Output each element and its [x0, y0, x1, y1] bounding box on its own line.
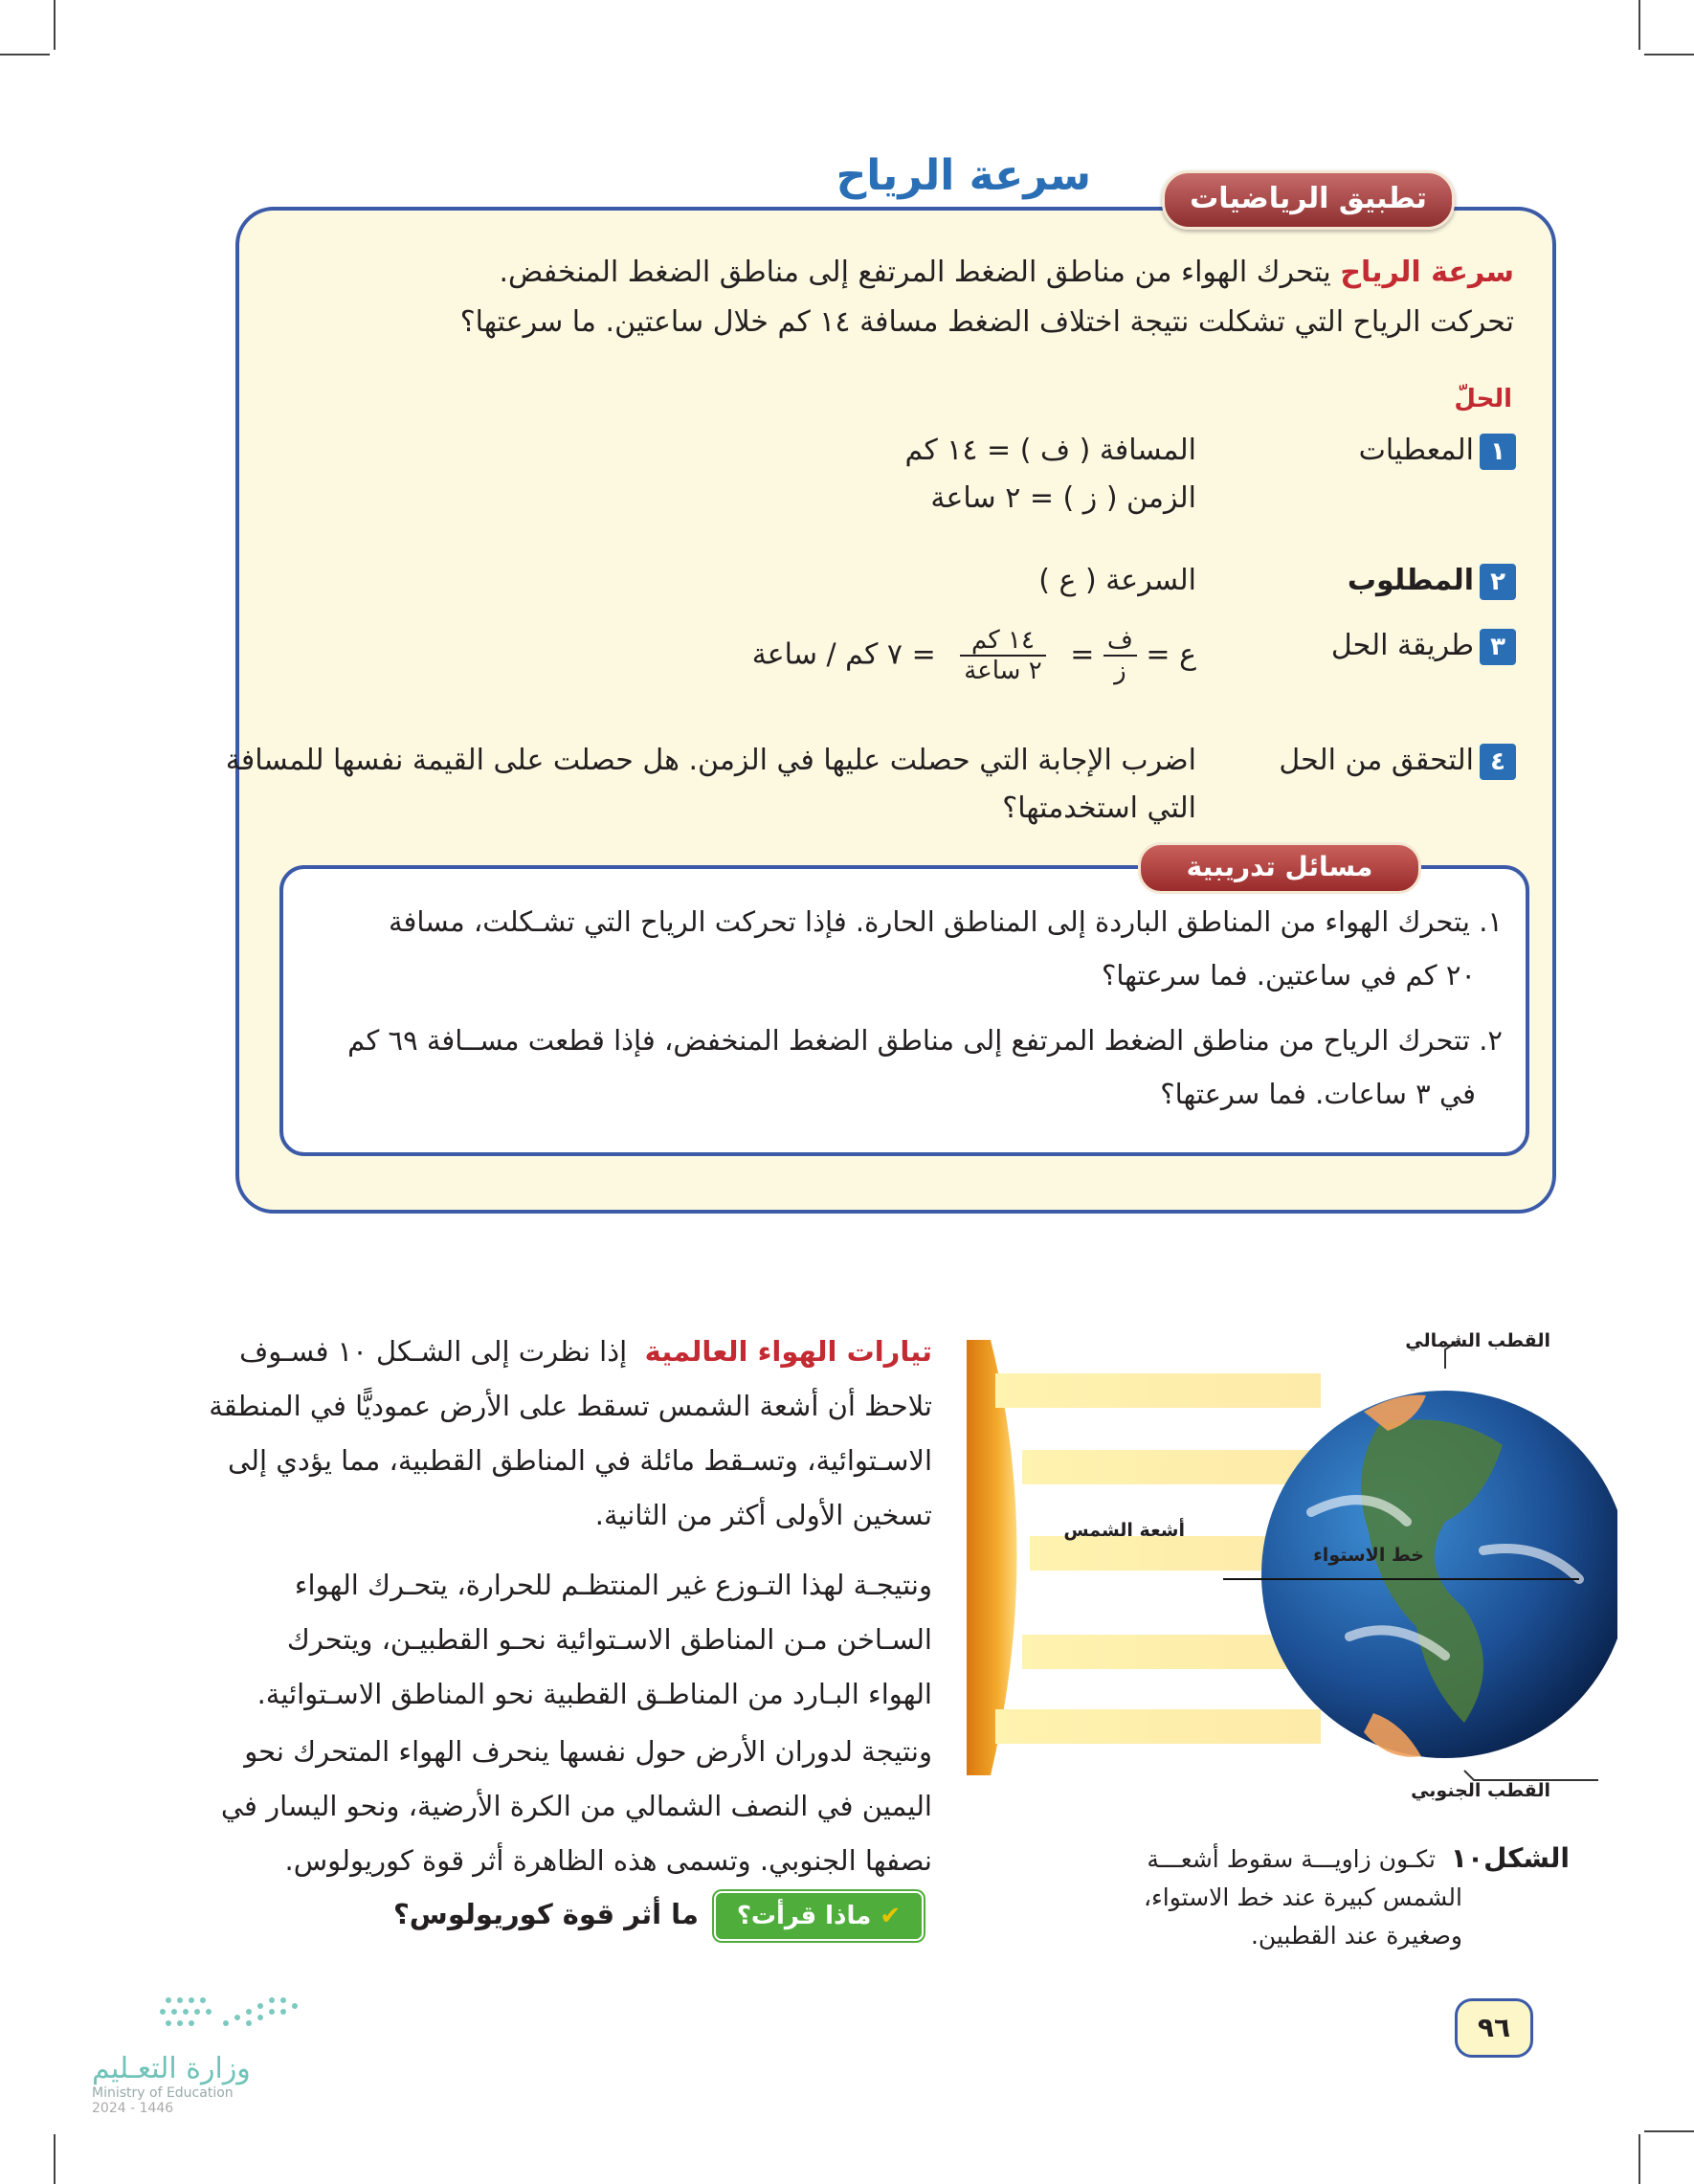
step-4-number: ٤	[1480, 744, 1516, 780]
reading-check-badge	[714, 1891, 924, 1941]
south-pole-leader	[1464, 1771, 1598, 1780]
figure-caption-line-1: تكـون زاويـــة سقوط أشعـــة	[1147, 1845, 1437, 1873]
article-p1-line-3: الاسـتوائية، وتسـقط مائلة في المناطق القطبية، مما يؤدي إلى	[227, 1444, 932, 1477]
practice-q1-line-2: ٢٠ كم في ساعتين. فما سرعتها؟	[1101, 959, 1476, 992]
step-1-label-text: المعطيات	[1358, 434, 1474, 467]
sun-ray-1	[995, 1373, 1321, 1408]
problem-line-1-text: يتحرك الهواء من مناطق الضغط المرتفع إلى مناطق الضغط المنخفض.	[499, 256, 1331, 289]
article-p3-line-3: نصفها الجنوبي. وتسمى هذه الظاهرة أثر قوة كوريولوس.	[284, 1844, 932, 1877]
math-application-banner: تطبيق الرياضيات	[1162, 170, 1455, 230]
figure-caption	[1143, 1839, 1570, 1955]
formula-lhs: ع =	[1146, 637, 1196, 672]
section-title: سرعة الرياح	[836, 151, 1091, 200]
article-p3-line-1: ونتيجة لدوران الأرض حول نفسها ينحرف الهواء المتحرك نحو	[244, 1735, 932, 1768]
speed-formula	[752, 626, 1196, 685]
ministry-arabic-name: وزارة التعـليم	[92, 2052, 251, 2085]
problem-term: سرعة الرياح	[1340, 256, 1514, 289]
step-3-label-text: طريقة الحل	[1330, 629, 1474, 662]
article-p2-line-2: السـاخن مـن المناطق الاسـتوائية نحـو القطبيـن، ويتحرك	[286, 1623, 932, 1656]
formula-equals: =	[1070, 637, 1095, 672]
practice-q2-line-2: في ٣ ساعات. فما سرعتها؟	[1160, 1078, 1476, 1110]
solution-label: الحلّ	[1454, 385, 1512, 413]
article-p1-line-4: تسخين الأولى أكثر من الثانية.	[594, 1499, 932, 1531]
step-2-number: ٢	[1480, 564, 1516, 600]
article-p1-line-1	[239, 1325, 932, 1379]
step-2-label-text: المطلوب	[1347, 564, 1474, 597]
problem-line-1	[500, 249, 1514, 297]
north-pole-label: القطب الشمالي	[1405, 1330, 1550, 1351]
given-distance: المسافة ( ف ) = ١٤ كم	[904, 434, 1196, 467]
check-line-2: التي استخدمتها؟	[1002, 791, 1196, 825]
figure-sun-earth	[967, 1321, 1617, 1809]
article-p1-line-2: تلاحظ أن أشعة الشمس تسقط على الأرض عموديًّا في المنطقة	[209, 1390, 932, 1422]
sun-ray-5	[995, 1709, 1321, 1744]
figure-caption-label: الشكل١٠	[1450, 1842, 1570, 1874]
article-p3-line-2: اليمين في النصف الشمالي من الكرة الأرضية، ونحو اليسار في	[220, 1790, 932, 1822]
article-heading: تيارات الهواء العالمية	[644, 1335, 932, 1368]
step-1-label	[1359, 427, 1516, 475]
step-1-number: ١	[1480, 434, 1516, 470]
ministry-logo	[92, 1991, 322, 2144]
check-mark-icon: ✔	[880, 1902, 902, 1930]
article-p1-line-1-text: إذا نظرت إلى الشـكل ١٠ فسـوف	[239, 1335, 628, 1368]
step-2-label	[1348, 557, 1516, 605]
practice-q2-line-1: ٢. تتحرك الرياح من مناطق الضغط المرتفع إلى مناطق الضغط المنخفض، فإذا قطعت مســافة ٦٩ كم	[347, 1024, 1503, 1057]
reading-check-label: ماذا قرأت؟	[736, 1902, 872, 1930]
required-speed: السرعة ( ع )	[1038, 564, 1196, 597]
equator-label: خط الاستواء	[1313, 1545, 1424, 1566]
ministry-english-name: Ministry of Education	[92, 2085, 234, 2101]
given-time: الزمن ( ز ) = ٢ ساعة	[930, 481, 1196, 515]
article-p2-line-1: ونتيجـة لهذا التـوزع غير المنتظـم للحرارة، يتحـرك الهواء	[294, 1569, 932, 1601]
practice-problems-banner: مسائل تدريبية	[1138, 842, 1421, 894]
ministry-dots-icon	[92, 1991, 322, 2048]
south-pole-label: القطب الجنوبي	[1411, 1780, 1550, 1801]
ministry-year: 2024 - 1446	[92, 2101, 174, 2116]
page-number: ٩٦	[1455, 1998, 1533, 2058]
check-line-1: اضرب الإجابة التي حصلت عليها في الزمن. هل حصلت على القيمة نفسها للمسافة	[225, 744, 1196, 777]
step-3-label	[1331, 622, 1516, 670]
formula-fraction-values: $\frac{\text{١٤ كم}}{\text{٢ ساعة}}$	[960, 626, 1045, 685]
step-3-number: ٣	[1480, 629, 1516, 665]
sun-rays-label: أشعة الشمس	[1063, 1520, 1185, 1541]
problem-line-2: تحركت الرياح التي تشكلت نتيجة اختلاف الضغط مسافة ١٤ كم خلال ساعتين. ما سرعتها؟	[459, 305, 1514, 339]
sun-ray-2	[1022, 1450, 1319, 1484]
formula-result: = ٧ كم / ساعة	[751, 637, 936, 672]
step-4-label-text: التحقق من الحل	[1279, 744, 1474, 777]
reading-check-question: ما أثر قوة كوريولوس؟	[392, 1898, 699, 1930]
step-4-label	[1279, 737, 1516, 785]
figure-caption-line-2: الشمس كبيرة عند خط الاستواء،	[1143, 1883, 1462, 1911]
figure-caption-line-3: وصغيرة عند القطبين.	[1250, 1922, 1462, 1950]
formula-fraction-symbols: $\frac{\text{ف}}{\text{ز}}$	[1103, 626, 1137, 685]
article-p2-line-3: الهواء البـارد من المناطـق القطبية نحو المناطق الاسـتوائية.	[256, 1678, 932, 1710]
practice-q1-line-1: ١. يتحرك الهواء من المناطق الباردة إلى المناطق الحارة. فإذا تحركت الرياح التي تشـكلت، مسافة	[388, 905, 1503, 938]
